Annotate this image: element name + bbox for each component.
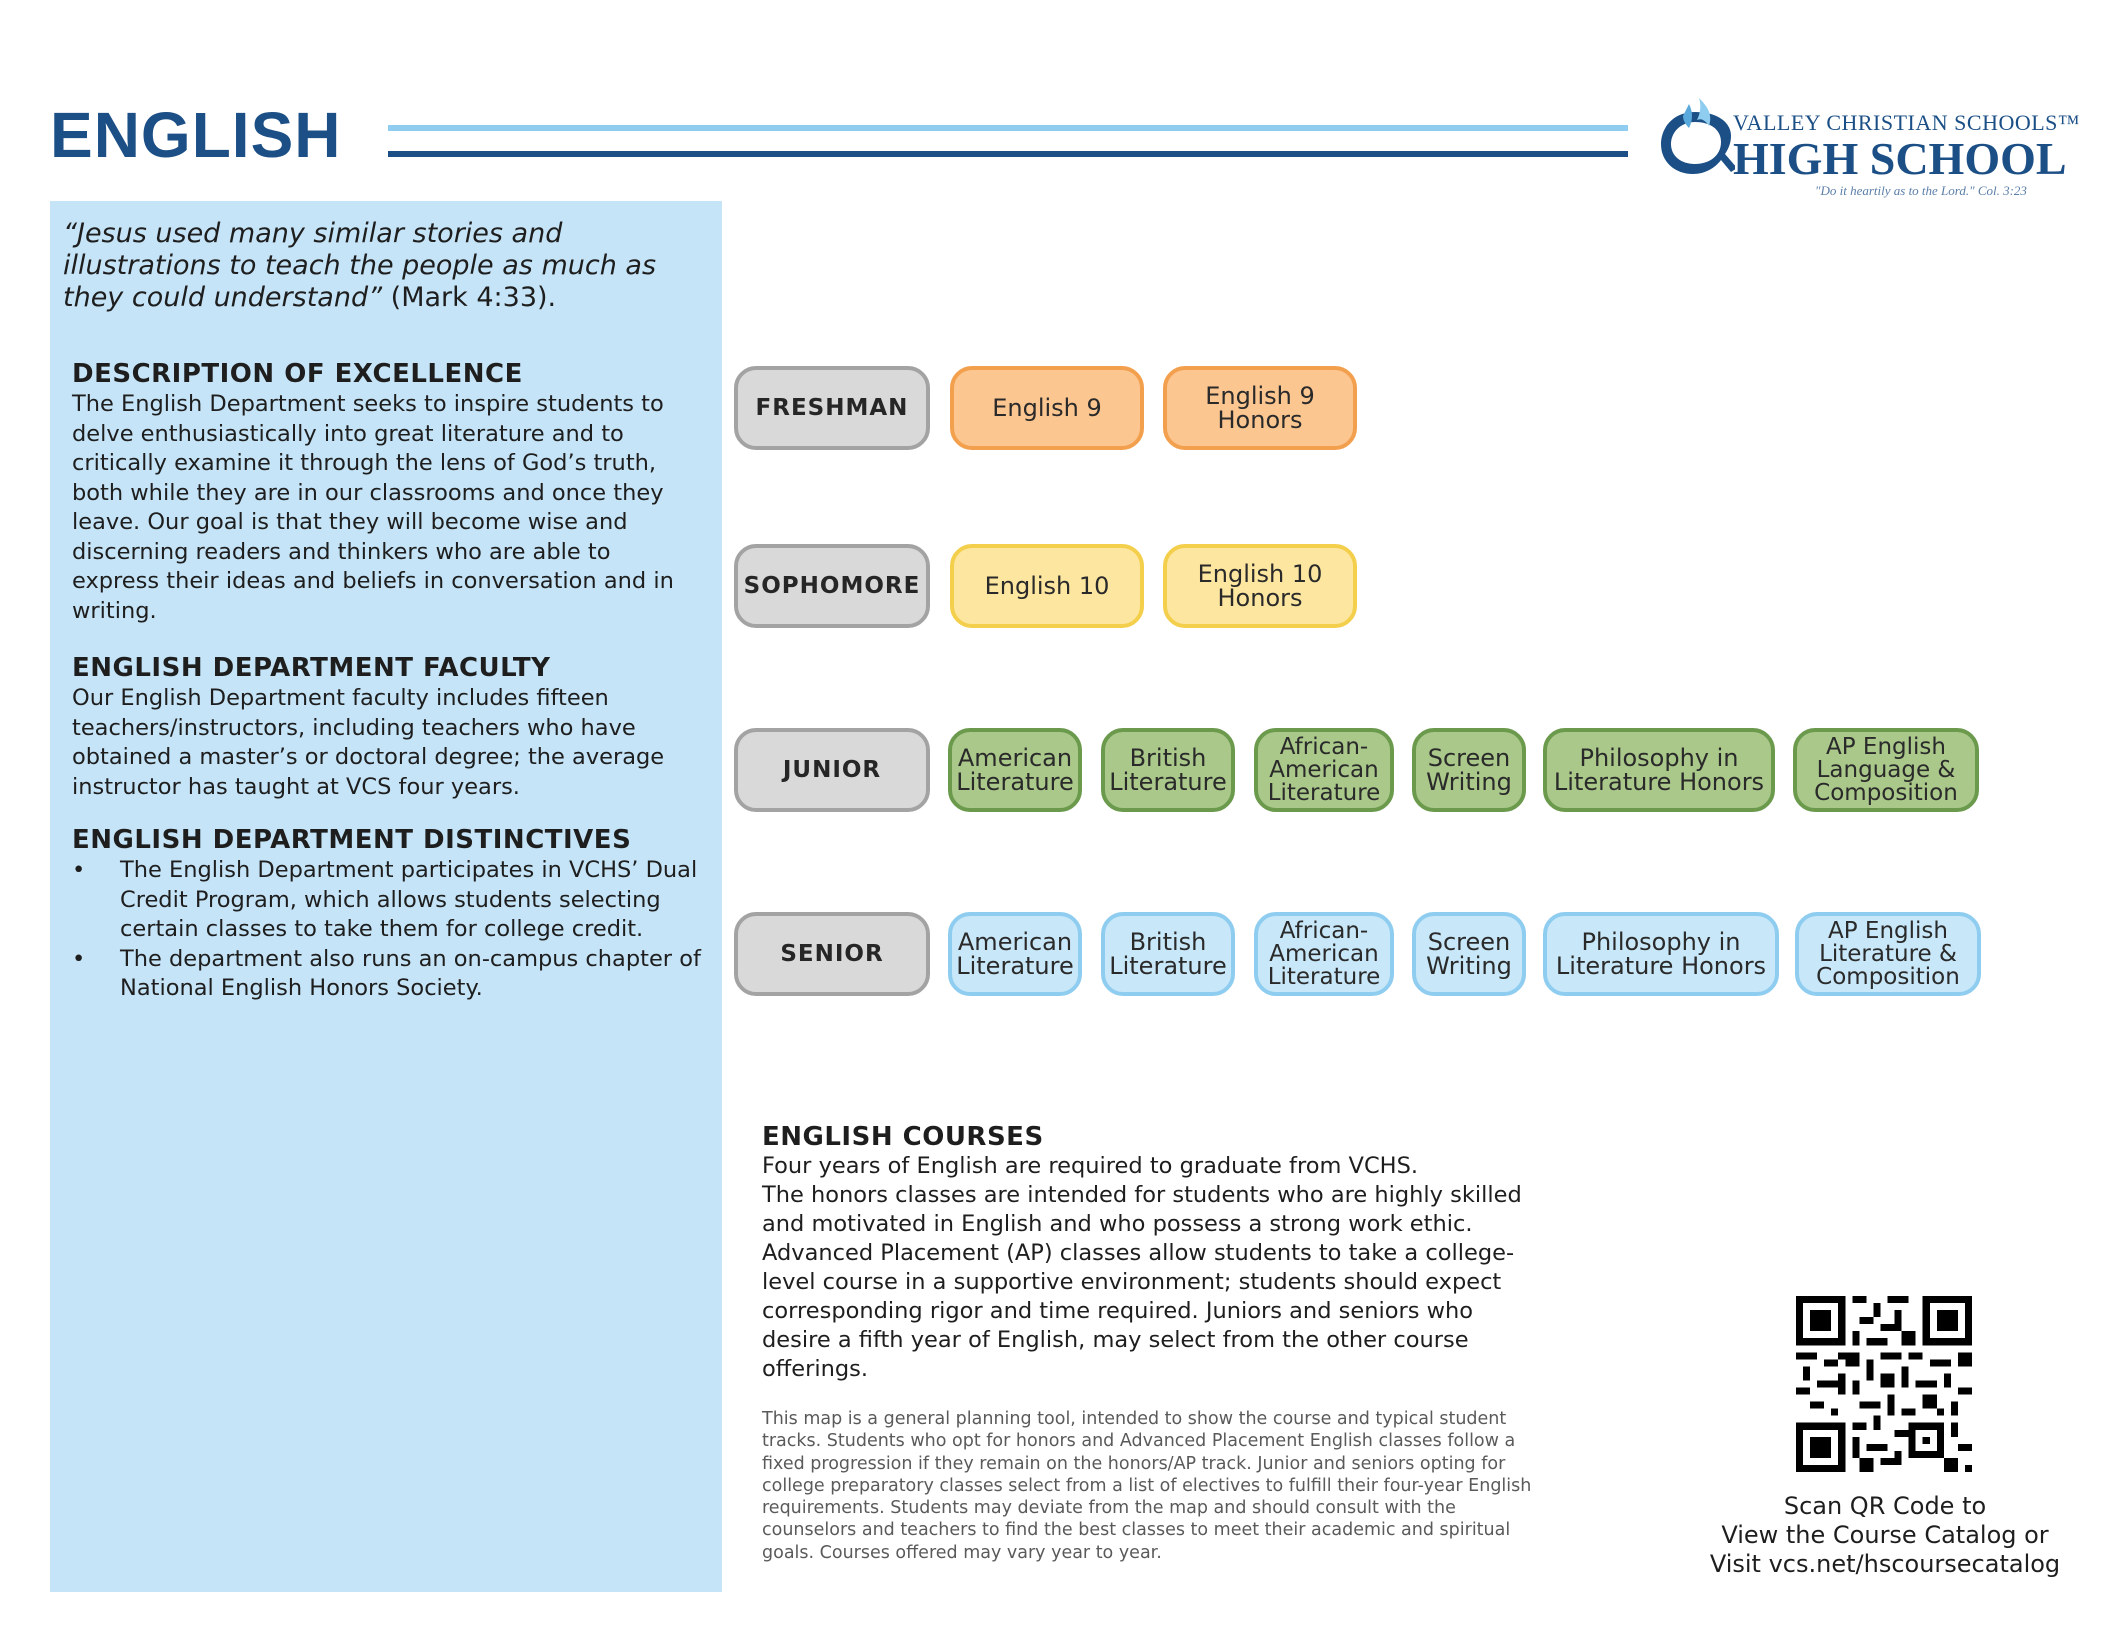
- course-african-american-literature: African-American Literature: [1254, 728, 1394, 812]
- course-ap-english-language: AP English Language & Composition: [1793, 728, 1979, 812]
- distinctive-text: The department also runs an on-campus chapter of National English Honors Society.: [120, 945, 701, 1001]
- qr-caption: [1690, 1492, 2080, 1579]
- school-logo: [1655, 90, 2080, 205]
- course-american-literature: American Literature: [948, 728, 1082, 812]
- courses-text: [762, 1152, 1542, 1384]
- graduation-requirement: Four years of English are required to graduate from VCHS.: [762, 1153, 1419, 1179]
- logo-school-name: VALLEY CHRISTIAN SCHOOLS™: [1733, 110, 2080, 135]
- logo-high-school: HIGH SCHOOL: [1733, 133, 2067, 184]
- courses-heading: ENGLISH COURSES: [762, 1122, 1044, 1152]
- quote-text: “Jesus used many similar stories and illustrations to teach the people as much as they could understand”: [63, 218, 657, 313]
- excellence-heading: DESCRIPTION OF EXCELLENCE: [72, 359, 523, 389]
- qr-code-icon[interactable]: [1796, 1296, 1972, 1472]
- list-item: [72, 856, 702, 945]
- bullet-icon: •: [72, 945, 86, 972]
- scripture-quote: [63, 218, 683, 314]
- qr-caption-line: View the Course Catalog or: [1721, 1521, 2049, 1549]
- info-sidebar: [50, 201, 722, 1592]
- course-english-9-honors: English 9 Honors: [1163, 366, 1357, 450]
- course-african-american-literature: African-American Literature: [1254, 912, 1394, 996]
- distinctives-list: [72, 856, 702, 1004]
- logo-tagline: "Do it heartily as to the Lord." Col. 3:23: [1815, 183, 2027, 198]
- course-ap-english-literature: AP English Literature & Composition: [1795, 912, 1981, 996]
- bullet-icon: •: [72, 857, 86, 883]
- grade-junior: JUNIOR: [734, 728, 930, 812]
- course-english-10: English 10: [950, 544, 1144, 628]
- header-rule-light: [388, 125, 1628, 131]
- course-british-literature: British Literature: [1101, 912, 1235, 996]
- catalog-link[interactable]: Visit vcs.net/hscoursecatalog: [1709, 1550, 2061, 1578]
- course-british-literature: British Literature: [1101, 728, 1235, 812]
- distinctives-heading: ENGLISH DEPARTMENT DISTINCTIVES: [72, 825, 632, 855]
- flame-q-logo-icon: [1655, 90, 1735, 180]
- course-philosophy-in-literature-honors: Philosophy in Literature Honors: [1543, 728, 1775, 812]
- qr-caption-line: Scan QR Code to: [1783, 1492, 1987, 1520]
- grade-freshman: FRESHMAN: [734, 366, 930, 450]
- course-english-9: English 9: [950, 366, 1144, 450]
- course-american-literature: American Literature: [948, 912, 1082, 996]
- excellence-text: The English Department seeks to inspire students to delve enthusiastically into great literature and to critically examine it through the lens of God’s truth, both while they are in our classrooms and once they leave. Our goal is that they will become wise and discerning readers and thinkers who are able to express their ideas and beliefs in conversation and in writing.: [72, 391, 674, 624]
- header-rule-dark: [388, 151, 1628, 157]
- quote-reference: (Mark 4:33).: [382, 282, 557, 313]
- courses-paragraph: The honors classes are intended for students who are highly skilled and motivated in English and who possess a strong work ethic. Advanced Placement (AP) classes allow students to take a college-level course in a supportive environment; students should expect corresponding rigor and time required. Juniors and seniors who desire a fifth year of English, may select from the other course offerings.: [762, 1182, 1522, 1382]
- list-item: [72, 945, 702, 1004]
- fine-print: This map is a general planning tool, intended to show the course and typical student tracks. Students who opt for honors and Advanced Placement English classes follow a fixed progression if they remain on the honors/AP track. Junior and seniors opting for college preparatory classes select from a list of electives to fulfill their four-year English requirements. Students may deviate from the map and should consult with the counselors and teachers to find the best classes to meet their academic and spiritual goals. Courses offered may vary year to year.: [762, 1409, 1532, 1563]
- course-screen-writing: Screen Writing: [1412, 728, 1526, 812]
- grade-sophomore: SOPHOMORE: [734, 544, 930, 628]
- distinctive-text: The English Department participates in VCHS’ Dual Credit Program, which allows students selecting certain classes to take them for college credit.: [120, 857, 698, 942]
- faculty-text: Our English Department faculty includes fifteen teachers/instructors, including teachers who have obtained a master’s or doctoral degree; the average instructor has taught at VCS four years.: [72, 685, 665, 800]
- course-english-10-honors: English 10 Honors: [1163, 544, 1357, 628]
- course-screen-writing: Screen Writing: [1412, 912, 1526, 996]
- page-title: ENGLISH: [50, 99, 342, 171]
- grade-senior: SENIOR: [734, 912, 930, 996]
- faculty-heading: ENGLISH DEPARTMENT FACULTY: [72, 653, 551, 683]
- course-philosophy-in-literature-honors: Philosophy in Literature Honors: [1543, 912, 1779, 996]
